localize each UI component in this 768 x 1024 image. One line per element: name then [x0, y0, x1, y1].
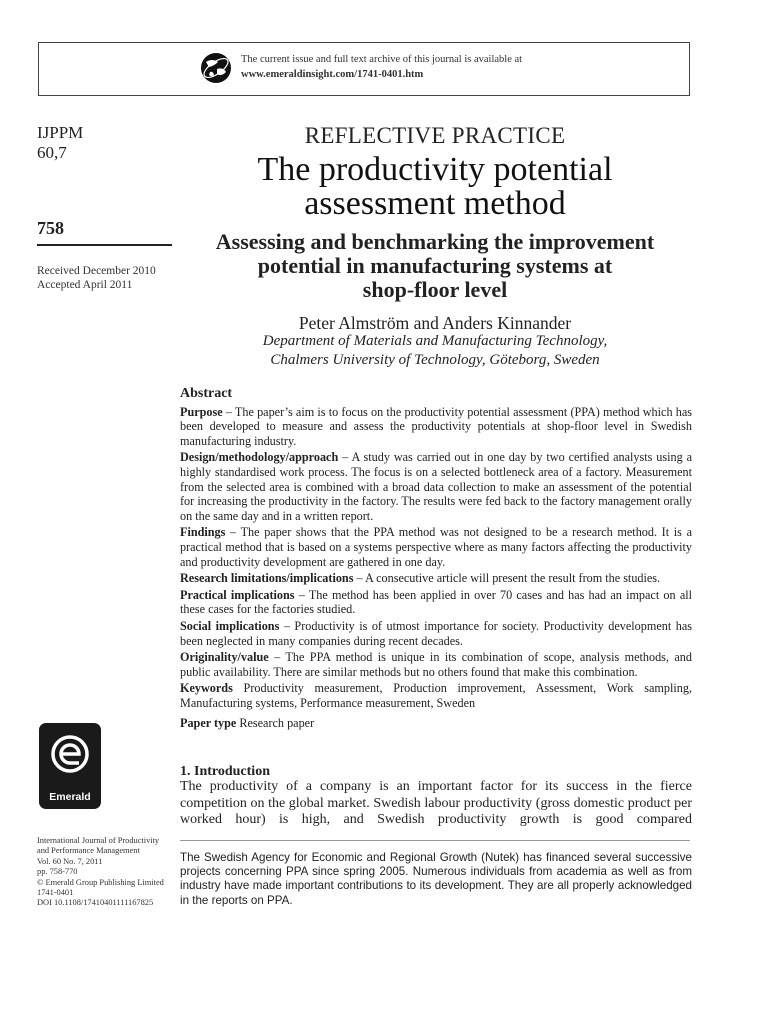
abstract-social	[180, 619, 692, 648]
abstract-label: Findings	[180, 525, 226, 540]
abstract-label: Keywords	[180, 681, 233, 696]
journal-info-line: International Journal of Productivity	[37, 836, 160, 845]
journal-code: IJPPM	[37, 123, 84, 142]
abstract-label: Paper type	[180, 716, 237, 731]
paper-subtitle-line: Assessing and benchmarking the improvement	[215, 229, 655, 254]
submission-dates	[37, 264, 156, 292]
abstract-purpose	[180, 405, 692, 449]
footnote: The Swedish Agency for Economic and Regional Growth (Nutek) has financed several successive projects concerning PPA since spring 2005. Numerous individuals from academia as well as from industry have made important contributions to its development. They are all properly acknowledged in the reports on PPA.	[180, 851, 692, 907]
abstract-text: – A consecutive article will present the result from the studies.	[353, 571, 661, 586]
section-heading: REFLECTIVE PRACTICE	[304, 123, 566, 148]
abstract-text: – The paper shows that the PPA method was not designed to be a research method. It is a practical method that is based on a systems perspective where as many factors affecting the productivity and productivity development are gathered in one day.	[180, 525, 692, 569]
abstract-text: – The method has been applied in over 70 cases and has had an impact on all these cases for the factories studied.	[180, 587, 693, 617]
abstract-text: – A study was carried out in one day by two certified analysts using a highly standardised work process. The focus is on a selected bottleneck area of a factory. Measurement from the selected area is combined with a broad data collection to make an assessment of the potential for increasing the productivity in the factory. The results were fed back to the factory management orally on the same day and in a written report.	[180, 450, 692, 523]
introduction-heading: 1. Introduction	[180, 764, 270, 779]
abstract-keywords	[180, 681, 692, 710]
journal-code-block	[37, 123, 83, 163]
logo-text: Emerald	[49, 791, 91, 803]
journal-info-line: © Emerald Group Publishing Limited	[37, 877, 164, 887]
affiliation-line: Department of Materials and Manufacturing Technology,	[262, 333, 608, 349]
volume-issue: 60,7	[37, 143, 67, 162]
journal-info-line: Vol. 60 No. 7, 2011	[37, 856, 103, 866]
abstract-label: Practical implications	[180, 587, 295, 602]
abstract-text: Research paper	[236, 716, 315, 731]
authors: Peter Almström and Anders Kinnander	[298, 313, 572, 333]
margin-divider	[37, 244, 172, 246]
journal-info-line: 1741-0401	[37, 888, 74, 898]
accepted-date: Accepted April 2011	[37, 279, 133, 291]
abstract-practical	[180, 588, 692, 617]
abstract-text: – The paper’s aim is to focus on the productivity potential assessment (PPA) method which has been developed to measure and assess the productivity potentials at shop-floor level in Swedish manufacturing industry.	[180, 404, 692, 448]
archive-url-link[interactable]: www.emeraldinsight.com/1741-0401.htm	[241, 69, 424, 80]
abstract-limitations	[180, 571, 692, 586]
paper-subtitle	[172, 230, 698, 302]
affiliation-line: Chalmers University of Technology, Göteborg, Sweden	[270, 352, 600, 368]
abstract-originality	[180, 650, 692, 679]
journal-info	[37, 836, 164, 909]
journal-archive-banner	[38, 42, 690, 96]
received-date: Received December 2010	[37, 265, 156, 277]
abstract-text: – Productivity is of utmost importance for society. Productivity development has been neglected in many companies during recent decades.	[180, 618, 692, 648]
archive-note: The current issue and full text archive of this journal is available at	[241, 54, 523, 65]
globe-icon	[200, 52, 232, 84]
footnote-divider	[180, 840, 690, 841]
abstract-label: Research limitations/implications	[180, 571, 354, 586]
abstract-heading: Abstract	[180, 386, 233, 401]
affiliation	[180, 332, 690, 370]
paper-subtitle-line: potential in manufacturing systems at	[257, 253, 613, 278]
emerald-logo	[39, 723, 101, 809]
paper-subtitle-line: shop-floor level	[362, 277, 508, 302]
abstract-design	[180, 450, 692, 523]
journal-info-line: DOI 10.1108/17410401111167825	[37, 898, 154, 908]
abstract-label: Originality/value	[180, 650, 269, 665]
journal-info-line: pp. 758-770	[37, 867, 78, 877]
paper-title-line: The productivity potential	[257, 151, 613, 188]
abstract-label: Social implications	[180, 618, 280, 633]
page-number: 758	[37, 218, 64, 238]
paper-title-line: assessment method	[304, 185, 566, 222]
abstract-paper-type	[180, 716, 692, 731]
abstract-text: Productivity measurement, Production improvement, Assessment, Work sampling, Manufacturing systems, Performance measurement, Sweden	[180, 681, 692, 710]
introduction-text: The productivity of a company is an important factor for its success in the fierce competition on the global market. Swedish labour productivity (gross domestic product per worked hour) is high, and Swedish productivity growth is good compared	[180, 779, 692, 828]
abstract	[180, 387, 692, 733]
paper-title	[180, 153, 690, 221]
abstract-label: Purpose	[180, 404, 223, 419]
journal-info-line: and Performance Management	[37, 846, 140, 856]
abstract-label: Design/methodology/approach	[180, 450, 339, 465]
emerald-e-icon	[51, 732, 89, 782]
abstract-findings	[180, 525, 692, 569]
abstract-text: – The PPA method is unique in its combination of scope, analysis methods, and public availability. There are similar methods but no others found that make this combination.	[180, 650, 692, 679]
